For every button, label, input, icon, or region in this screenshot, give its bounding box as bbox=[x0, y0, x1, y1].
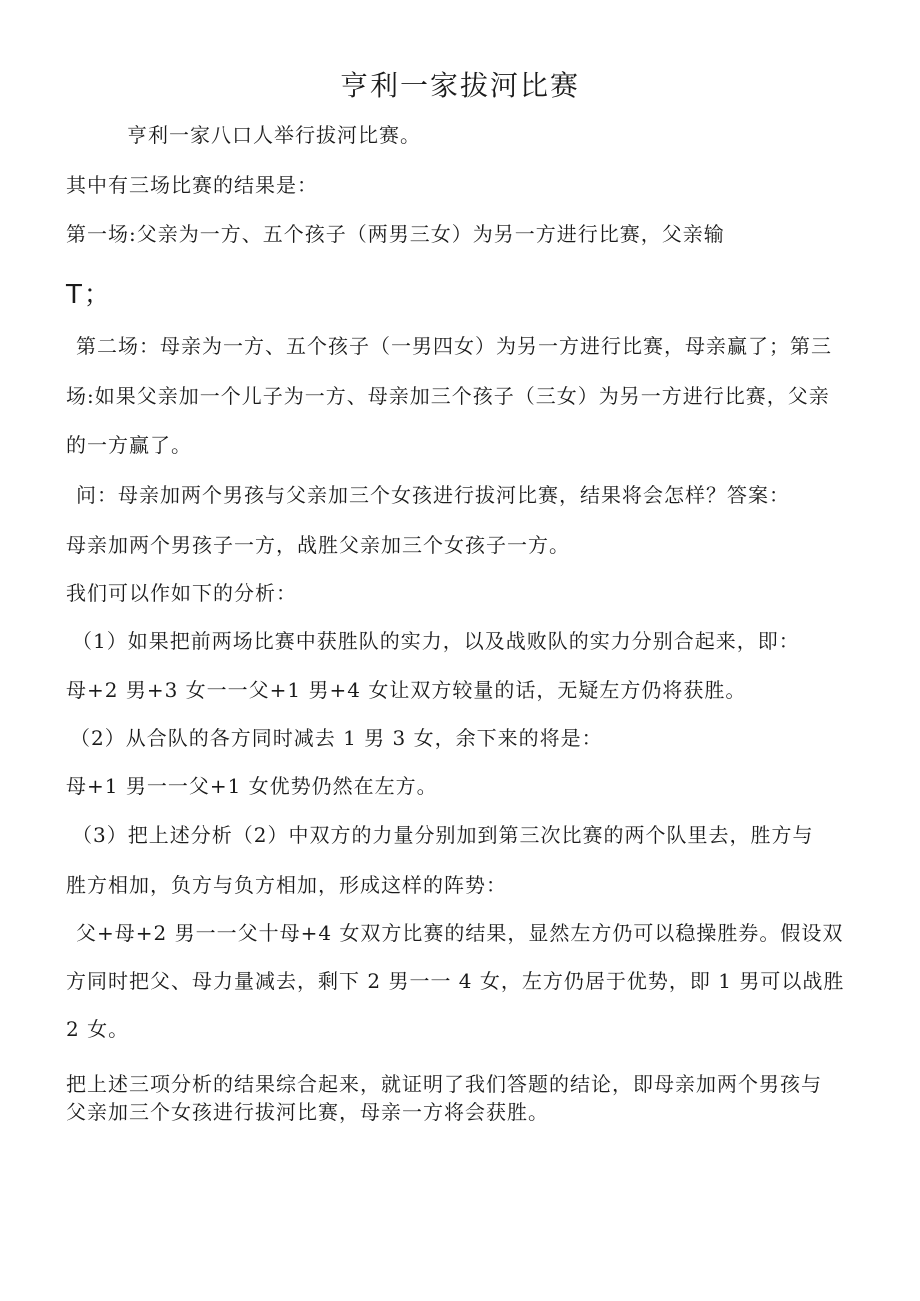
paragraph-line-21: 父亲加三个女孩进行拔河比赛，母亲一方将会获胜。 bbox=[66, 1100, 549, 1124]
paragraph-line-9: 母亲加两个男孩子一方，战胜父亲加三个女孩子一方。 bbox=[66, 533, 570, 557]
document-title: 亨利一家拔河比赛 bbox=[339, 69, 580, 102]
paragraph-line-12: 母+2 男+3 女一一父+1 男+4 女让双方较量的话，无疑左方仍将获胜。 bbox=[66, 678, 747, 702]
paragraph-line-4: T； bbox=[66, 280, 112, 310]
paragraph-line-8: 问：母亲加两个男孩与父亲加三个女孩进行拔河比赛，结果将会怎样？答案： bbox=[76, 483, 790, 507]
paragraph-line-10: 我们可以作如下的分析： bbox=[66, 581, 297, 605]
paragraph-line-5: 第二场：母亲为一方、五个孩子（一男四女）为另一方进行比赛，母亲赢了；第三 bbox=[76, 334, 832, 358]
paragraph-line-13: （2）从合队的各方同时减去 1 男 3 女，余下来的将是： bbox=[70, 726, 603, 750]
paragraph-line-6: 场:如果父亲加一个儿子为一方、母亲加三个孩子（三女）为另一方进行比赛，父亲 bbox=[66, 384, 830, 408]
paragraph-line-1: 亨利一家八口人举行拔河比赛。 bbox=[127, 123, 421, 147]
paragraph-line-14: 母+1 男一一父+1 女优势仍然在左方。 bbox=[66, 774, 438, 798]
paragraph-line-11: （1）如果把前两场比赛中获胜队的实力，以及战败队的实力分别合起来，即： bbox=[72, 629, 800, 653]
paragraph-line-7: 的一方赢了。 bbox=[66, 433, 192, 457]
paragraph-line-15: （3）把上述分析（2）中双方的力量分别加到第三次比赛的两个队里去，胜方与 bbox=[72, 823, 814, 847]
paragraph-line-20: 把上述三项分析的结果综合起来，就证明了我们答题的结论，即母亲加两个男孩与 bbox=[66, 1072, 822, 1096]
paragraph-line-2: 其中有三场比赛的结果是： bbox=[66, 173, 318, 197]
paragraph-line-18: 方同时把父、母力量减去，剩下 2 男一一 4 女，左方仍居于优势，即 1 男可以战胜 bbox=[66, 969, 845, 993]
paragraph-line-3: 第一场:父亲为一方、五个孩子（两男三女）为另一方进行比赛，父亲输 bbox=[66, 222, 725, 246]
paragraph-line-16: 胜方相加，负方与负方相加，形成这样的阵势： bbox=[66, 873, 507, 897]
paragraph-line-17: 父+母+2 男一一父十母+4 女双方比赛的结果，显然左方仍可以稳操胜券。假设双 bbox=[76, 921, 844, 945]
paragraph-line-19: 2 女。 bbox=[66, 1017, 130, 1041]
